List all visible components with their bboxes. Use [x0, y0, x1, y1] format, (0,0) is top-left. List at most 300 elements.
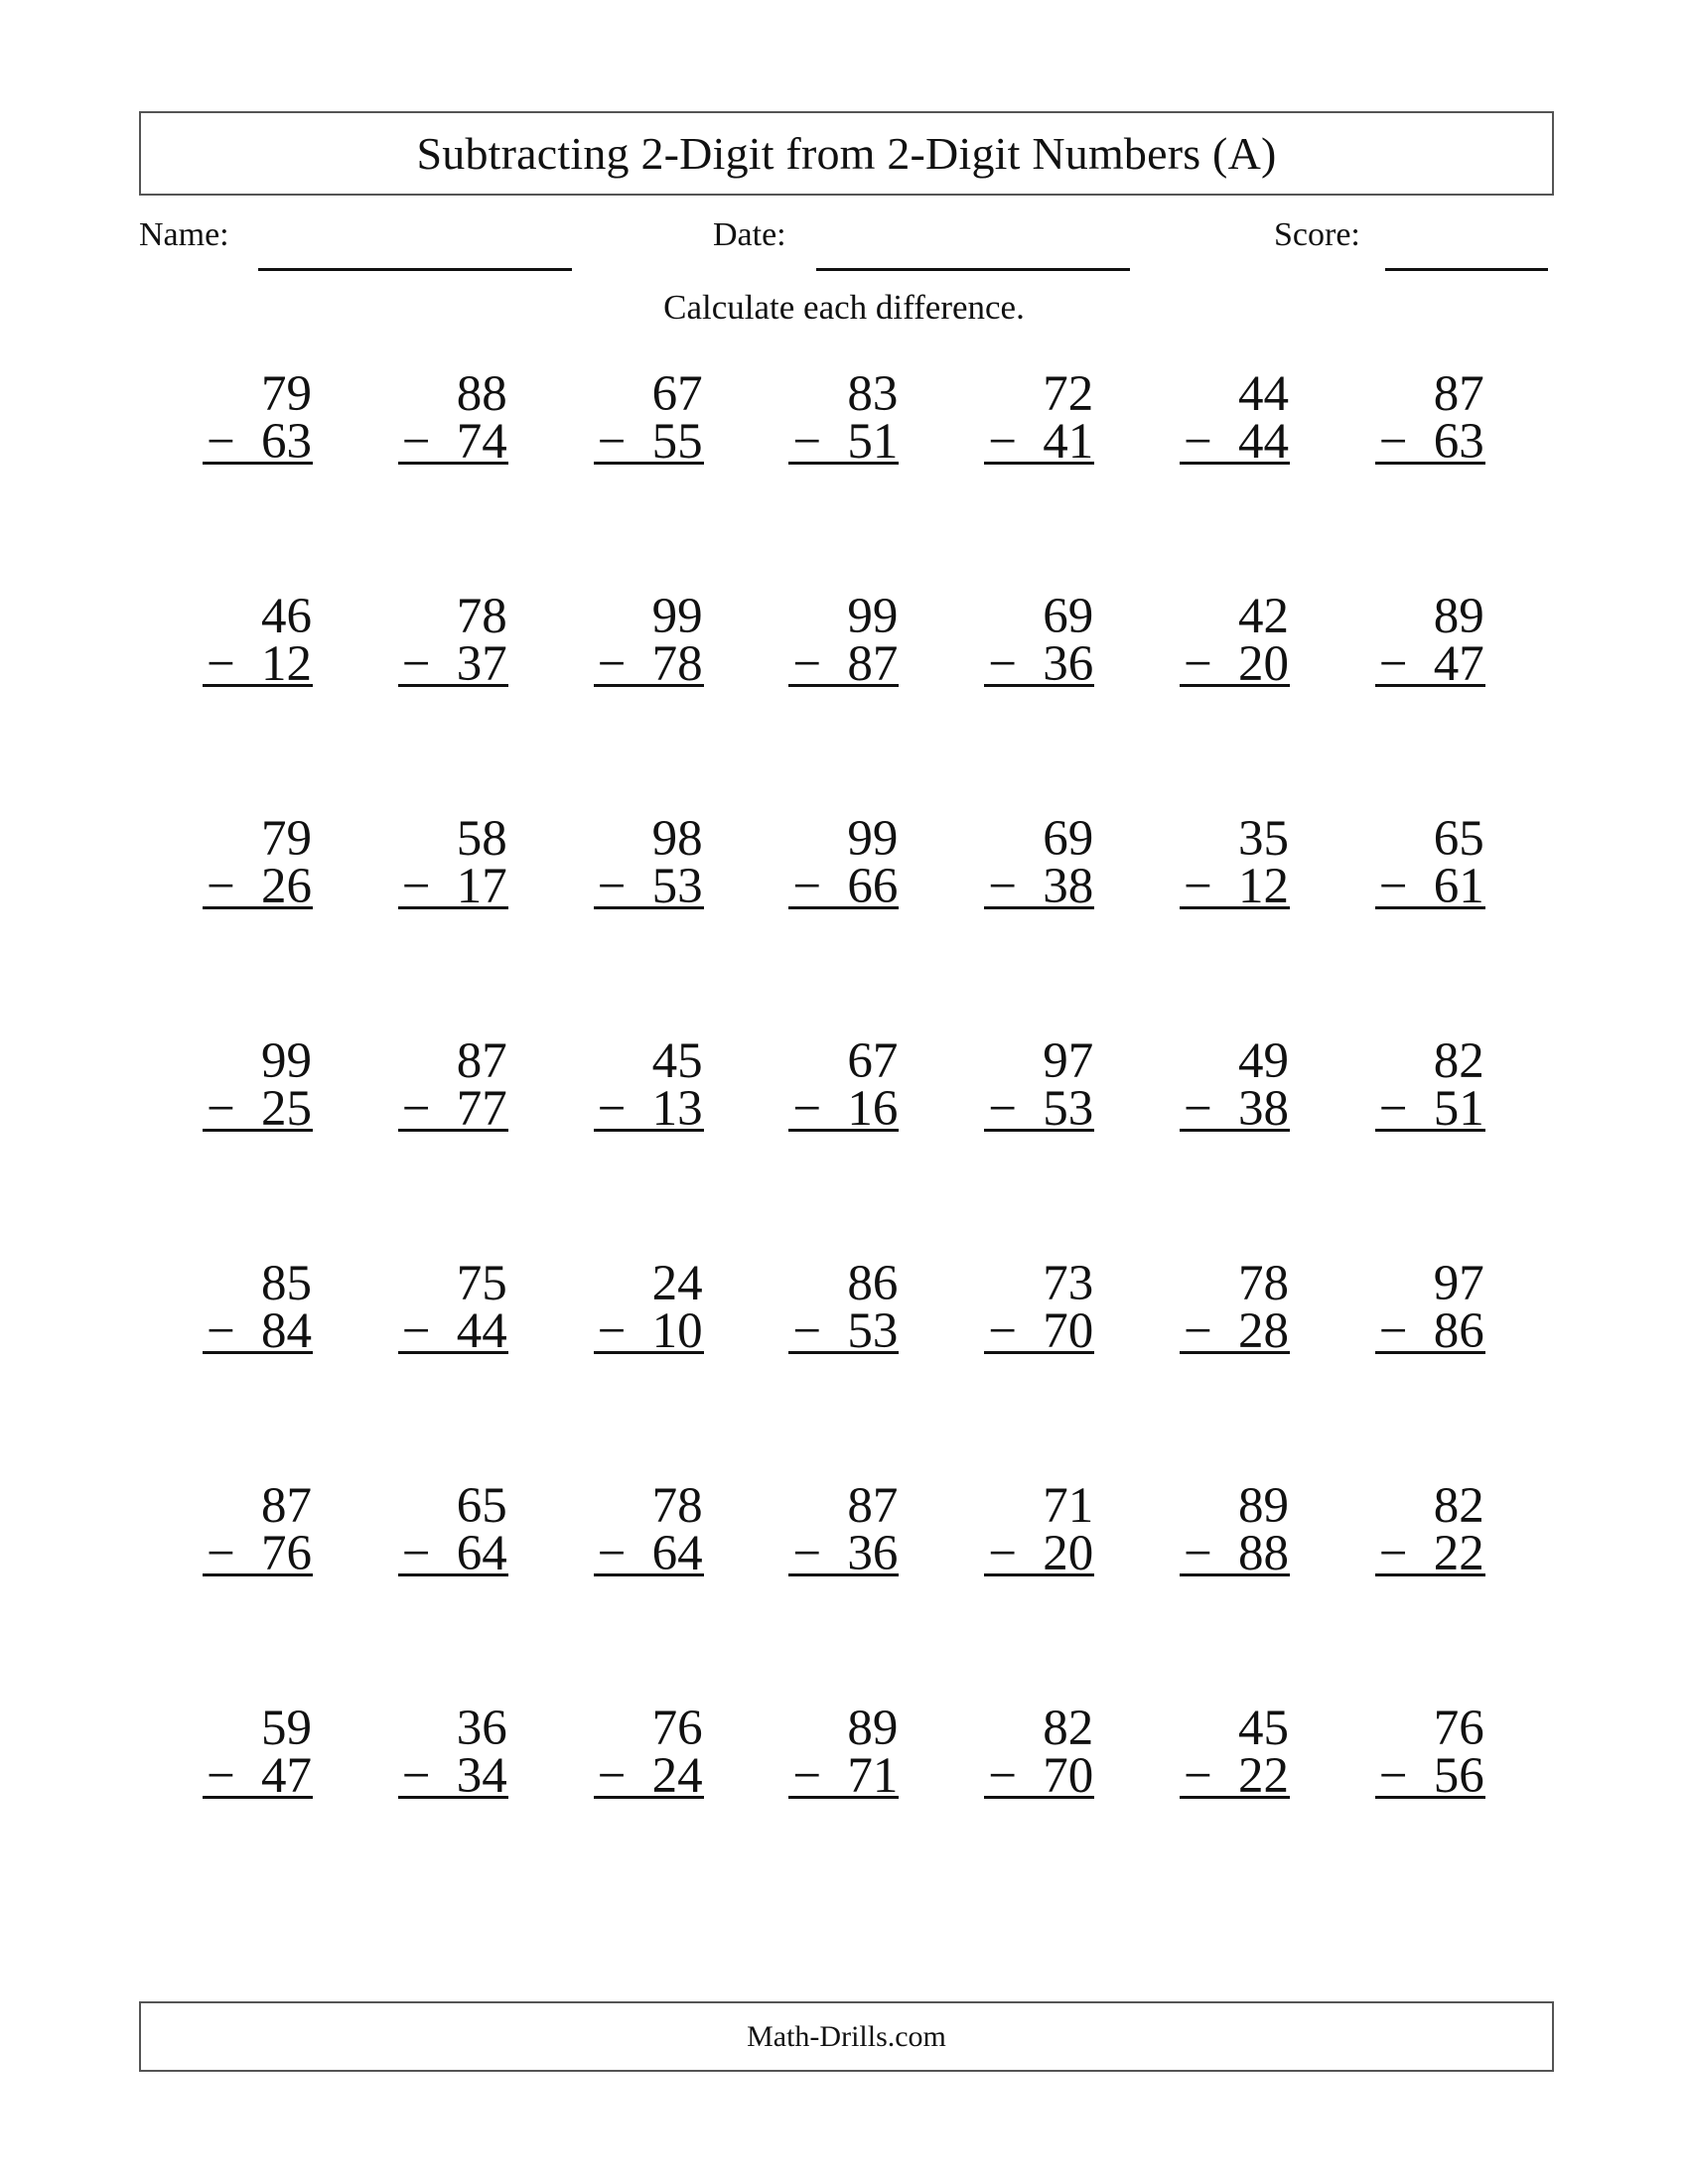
subtrahend: 10 [651, 1303, 703, 1359]
subtrahend: 47 [261, 1748, 312, 1804]
subtrahend-line [1375, 1303, 1484, 1359]
problem-2-4 [788, 589, 900, 701]
subtrahend: 66 [847, 859, 899, 914]
problem-1-4 [788, 366, 900, 478]
subtrahend-line [1375, 1748, 1484, 1804]
subtrahend-line [203, 636, 312, 692]
footer-site-name: Math-Drills.com [747, 2019, 946, 2053]
problem-2-5 [984, 589, 1095, 701]
minuend: 35 [1238, 811, 1289, 867]
answer-line [788, 1573, 899, 1576]
subtrahend-line [1180, 1081, 1289, 1137]
minuend: 42 [1238, 589, 1289, 644]
minus-sign: − [1378, 1303, 1408, 1359]
minuend: 87 [847, 1478, 899, 1534]
minuend: 79 [261, 811, 312, 867]
subtrahend: 36 [847, 1526, 899, 1581]
subtrahend: 13 [651, 1081, 703, 1137]
subtrahend: 87 [847, 636, 899, 692]
subtrahend: 22 [1433, 1526, 1484, 1581]
subtrahend: 36 [1043, 636, 1094, 692]
answer-line [788, 1129, 899, 1132]
answer-line [203, 1796, 313, 1799]
minus-sign: − [792, 1748, 822, 1804]
problem-1-3 [594, 366, 705, 478]
subtrahend-line [1375, 1081, 1484, 1137]
subtrahend: 20 [1043, 1526, 1094, 1581]
minus-sign: − [792, 859, 822, 914]
subtrahend: 22 [1238, 1748, 1289, 1804]
subtrahend: 26 [261, 859, 312, 914]
answer-line [203, 906, 313, 909]
minus-sign: − [597, 1526, 627, 1581]
minus-sign: − [207, 1526, 235, 1581]
minus-sign: − [988, 414, 1017, 470]
answer-line [1375, 906, 1485, 909]
answer-line [1180, 1796, 1290, 1799]
subtrahend: 64 [456, 1526, 507, 1581]
answer-line [788, 1796, 899, 1799]
minus-sign: − [988, 636, 1017, 692]
subtrahend: 88 [1238, 1526, 1289, 1581]
answer-line [1375, 1129, 1485, 1132]
minus-sign: − [401, 414, 431, 470]
answer-line [203, 1129, 313, 1132]
minuend: 82 [1043, 1701, 1094, 1756]
subtrahend-line [398, 1526, 507, 1581]
answer-line [398, 906, 508, 909]
subtrahend-line [788, 1748, 899, 1804]
problem-4-5 [984, 1033, 1095, 1146]
answer-line [1180, 1351, 1290, 1354]
subtrahend: 78 [651, 636, 703, 692]
subtrahend: 86 [1433, 1303, 1484, 1359]
problem-3-3 [594, 811, 705, 923]
problem-7-1 [203, 1701, 314, 1813]
minuend: 82 [1433, 1033, 1484, 1089]
minuend: 65 [1433, 811, 1484, 867]
minuend: 73 [1043, 1256, 1094, 1311]
subtrahend: 47 [1433, 636, 1484, 692]
subtrahend-line [203, 414, 312, 470]
problem-6-4 [788, 1478, 900, 1590]
minuend: 98 [651, 811, 703, 867]
subtrahend-line [788, 1526, 899, 1581]
minuend: 71 [1043, 1478, 1094, 1534]
answer-line [594, 1796, 704, 1799]
answer-line [984, 462, 1094, 465]
subtrahend-line [594, 414, 703, 470]
problem-7-3 [594, 1701, 705, 1813]
subtrahend-line [203, 1303, 312, 1359]
minuend: 99 [651, 589, 703, 644]
minus-sign: − [1184, 859, 1212, 914]
minus-sign: − [1378, 859, 1408, 914]
answer-line [1375, 684, 1485, 687]
problem-7-2 [398, 1701, 509, 1813]
date-field-line[interactable] [816, 268, 1130, 271]
subtrahend-line [1180, 859, 1289, 914]
minuend: 78 [651, 1478, 703, 1534]
minuend: 87 [261, 1478, 312, 1534]
minuend: 58 [456, 811, 507, 867]
subtrahend: 63 [1433, 414, 1484, 470]
minuend: 49 [1238, 1033, 1289, 1089]
minus-sign: − [1378, 414, 1408, 470]
minuend: 59 [261, 1701, 312, 1756]
minus-sign: − [207, 1748, 235, 1804]
minuend: 89 [1238, 1478, 1289, 1534]
minuend: 99 [847, 589, 899, 644]
subtrahend: 25 [261, 1081, 312, 1137]
minus-sign: − [1184, 636, 1212, 692]
problem-4-2 [398, 1033, 509, 1146]
subtrahend: 71 [847, 1748, 899, 1804]
problem-3-2 [398, 811, 509, 923]
minus-sign: − [1184, 1748, 1212, 1804]
problem-7-5 [984, 1701, 1095, 1813]
subtrahend-line [398, 1303, 507, 1359]
subtrahend-line [984, 1081, 1094, 1137]
answer-line [788, 1351, 899, 1354]
minuend: 99 [847, 811, 899, 867]
problem-3-4 [788, 811, 900, 923]
minuend: 45 [1238, 1701, 1289, 1756]
problem-5-7 [1375, 1256, 1486, 1368]
answer-line [984, 1129, 1094, 1132]
problem-4-3 [594, 1033, 705, 1146]
minus-sign: − [401, 1303, 431, 1359]
subtrahend: 28 [1238, 1303, 1289, 1359]
subtrahend: 16 [847, 1081, 899, 1137]
subtrahend-line [984, 636, 1094, 692]
problem-1-7 [1375, 366, 1486, 478]
answer-line [788, 684, 899, 687]
minus-sign: − [792, 636, 822, 692]
subtrahend-line [203, 1526, 312, 1581]
subtrahend-line [1375, 859, 1484, 914]
minus-sign: − [207, 859, 235, 914]
minus-sign: − [1184, 414, 1212, 470]
minuend: 89 [847, 1701, 899, 1756]
minuend: 36 [456, 1701, 507, 1756]
answer-line [594, 684, 704, 687]
answer-line [203, 462, 313, 465]
subtrahend: 12 [261, 636, 312, 692]
minus-sign: − [207, 414, 235, 470]
subtrahend: 37 [456, 636, 507, 692]
minuend: 86 [847, 1256, 899, 1311]
subtrahend: 70 [1043, 1303, 1094, 1359]
problem-6-3 [594, 1478, 705, 1590]
problem-7-7 [1375, 1701, 1486, 1813]
answer-line [984, 1351, 1094, 1354]
instructions: Calculate each difference. [663, 288, 1025, 327]
problem-6-6 [1180, 1478, 1291, 1590]
minus-sign: − [792, 1081, 822, 1137]
name-label: Name: [139, 216, 229, 253]
minus-sign: − [1184, 1526, 1212, 1581]
minus-sign: − [597, 414, 627, 470]
minuend: 67 [847, 1033, 899, 1089]
subtrahend: 84 [261, 1303, 312, 1359]
answer-line [398, 1573, 508, 1576]
subtrahend-line [594, 636, 703, 692]
minuend: 83 [847, 366, 899, 422]
name-field-line[interactable] [258, 268, 572, 271]
subtrahend-line [984, 414, 1094, 470]
minus-sign: − [988, 1303, 1017, 1359]
subtrahend-line [1375, 1526, 1484, 1581]
answer-line [984, 684, 1094, 687]
minus-sign: − [597, 1303, 627, 1359]
answer-line [1375, 462, 1485, 465]
subtrahend-line [398, 1081, 507, 1137]
minus-sign: − [401, 1748, 431, 1804]
subtrahend-line [788, 1081, 899, 1137]
answer-line [788, 462, 899, 465]
subtrahend-line [788, 414, 899, 470]
minus-sign: − [1184, 1303, 1212, 1359]
minuend: 65 [456, 1478, 507, 1534]
subtrahend: 51 [847, 414, 899, 470]
minuend: 87 [456, 1033, 507, 1089]
subtrahend-line [594, 1303, 703, 1359]
minus-sign: − [1184, 1081, 1212, 1137]
subtrahend-line [203, 1748, 312, 1804]
minus-sign: − [597, 1081, 627, 1137]
minuend: 76 [651, 1701, 703, 1756]
answer-line [594, 1351, 704, 1354]
subtrahend: 41 [1043, 414, 1094, 470]
problem-2-2 [398, 589, 509, 701]
answer-line [1375, 1573, 1485, 1576]
problem-2-1 [203, 589, 314, 701]
answer-line [203, 1351, 313, 1354]
answer-line [398, 684, 508, 687]
subtrahend-line [1180, 1748, 1289, 1804]
problem-7-6 [1180, 1701, 1291, 1813]
minuend: 67 [651, 366, 703, 422]
subtrahend: 53 [1043, 1081, 1094, 1137]
minus-sign: − [401, 1081, 431, 1137]
problem-5-1 [203, 1256, 314, 1368]
minus-sign: − [988, 1748, 1017, 1804]
minus-sign: − [1378, 1081, 1408, 1137]
answer-line [594, 462, 704, 465]
minuend: 97 [1043, 1033, 1094, 1089]
subtrahend: 56 [1433, 1748, 1484, 1804]
minuend: 79 [261, 366, 312, 422]
minus-sign: − [597, 1748, 627, 1804]
subtrahend-line [398, 859, 507, 914]
minus-sign: − [1378, 1748, 1408, 1804]
answer-line [1180, 1573, 1290, 1576]
subtrahend: 24 [651, 1748, 703, 1804]
problem-1-1 [203, 366, 314, 478]
subtrahend: 55 [651, 414, 703, 470]
subtrahend-line [788, 1303, 899, 1359]
minuend: 82 [1433, 1478, 1484, 1534]
answer-line [1180, 1129, 1290, 1132]
answer-line [1180, 684, 1290, 687]
minus-sign: − [1378, 1526, 1408, 1581]
problem-3-5 [984, 811, 1095, 923]
problem-1-2 [398, 366, 509, 478]
subtrahend: 64 [651, 1526, 703, 1581]
subtrahend: 34 [456, 1748, 507, 1804]
problem-1-5 [984, 366, 1095, 478]
answer-line [984, 906, 1094, 909]
minuend: 75 [456, 1256, 507, 1311]
subtrahend: 51 [1433, 1081, 1484, 1137]
minuend: 78 [456, 589, 507, 644]
minus-sign: − [401, 859, 431, 914]
minuend: 88 [456, 366, 507, 422]
subtrahend: 70 [1043, 1748, 1094, 1804]
problem-4-1 [203, 1033, 314, 1146]
answer-line [203, 1573, 313, 1576]
subtrahend-line [1180, 1526, 1289, 1581]
subtrahend-line [203, 859, 312, 914]
subtrahend: 76 [261, 1526, 312, 1581]
minus-sign: − [792, 414, 822, 470]
subtrahend: 44 [456, 1303, 507, 1359]
subtrahend-line [594, 859, 703, 914]
subtrahend-line [984, 859, 1094, 914]
answer-line [1375, 1351, 1485, 1354]
minus-sign: − [597, 636, 627, 692]
subtrahend: 77 [456, 1081, 507, 1137]
subtrahend: 38 [1238, 1081, 1289, 1137]
subtrahend: 53 [651, 859, 703, 914]
problem-2-6 [1180, 589, 1291, 701]
problem-2-3 [594, 589, 705, 701]
subtrahend: 20 [1238, 636, 1289, 692]
minus-sign: − [401, 636, 431, 692]
minus-sign: − [1378, 636, 1408, 692]
minuend: 46 [261, 589, 312, 644]
subtrahend: 53 [847, 1303, 899, 1359]
problem-4-4 [788, 1033, 900, 1146]
minus-sign: − [988, 1526, 1017, 1581]
minus-sign: − [988, 1081, 1017, 1137]
problem-5-3 [594, 1256, 705, 1368]
minuend: 97 [1433, 1256, 1484, 1311]
subtrahend-line [984, 1303, 1094, 1359]
answer-line [1180, 462, 1290, 465]
subtrahend-line [594, 1081, 703, 1137]
problem-1-6 [1180, 366, 1291, 478]
score-field-line[interactable] [1385, 268, 1548, 271]
answer-line [984, 1796, 1094, 1799]
answer-line [398, 1129, 508, 1132]
problem-7-4 [788, 1701, 900, 1813]
problem-4-6 [1180, 1033, 1291, 1146]
minus-sign: − [988, 859, 1017, 914]
worksheet-title: Subtracting 2-Digit from 2-Digit Numbers (A) [416, 128, 1277, 179]
subtrahend: 63 [261, 414, 312, 470]
score-label: Score: [1274, 216, 1360, 253]
answer-line [398, 1796, 508, 1799]
answer-line [594, 1129, 704, 1132]
minuend: 69 [1043, 589, 1094, 644]
subtrahend-line [1180, 1303, 1289, 1359]
problem-3-7 [1375, 811, 1486, 923]
minuend: 45 [651, 1033, 703, 1089]
subtrahend-line [984, 1526, 1094, 1581]
problem-3-1 [203, 811, 314, 923]
subtrahend: 17 [456, 859, 507, 914]
minus-sign: − [401, 1526, 431, 1581]
problem-5-5 [984, 1256, 1095, 1368]
minuend: 89 [1433, 589, 1484, 644]
minus-sign: − [597, 859, 627, 914]
subtrahend-line [203, 1081, 312, 1137]
subtrahend: 12 [1238, 859, 1289, 914]
minus-sign: − [207, 1303, 235, 1359]
problem-6-2 [398, 1478, 509, 1590]
subtrahend-line [398, 636, 507, 692]
subtrahend-line [788, 636, 899, 692]
problem-5-4 [788, 1256, 900, 1368]
minuend: 78 [1238, 1256, 1289, 1311]
subtrahend-line [984, 1748, 1094, 1804]
subtrahend: 38 [1043, 859, 1094, 914]
answer-line [398, 462, 508, 465]
subtrahend-line [1375, 414, 1484, 470]
answer-line [984, 1573, 1094, 1576]
problem-5-6 [1180, 1256, 1291, 1368]
answer-line [1180, 906, 1290, 909]
minuend: 44 [1238, 366, 1289, 422]
problem-6-1 [203, 1478, 314, 1590]
minuend: 69 [1043, 811, 1094, 867]
subtrahend-line [398, 414, 507, 470]
problem-5-2 [398, 1256, 509, 1368]
subtrahend: 74 [456, 414, 507, 470]
minuend: 76 [1433, 1701, 1484, 1756]
problem-2-7 [1375, 589, 1486, 701]
minuend: 85 [261, 1256, 312, 1311]
answer-line [203, 684, 313, 687]
minus-sign: − [207, 1081, 235, 1137]
minus-sign: − [207, 636, 235, 692]
answer-line [1375, 1796, 1485, 1799]
subtrahend-line [788, 859, 899, 914]
subtrahend-line [398, 1748, 507, 1804]
worksheet-title-box [139, 111, 1554, 196]
answer-line [594, 1573, 704, 1576]
subtrahend: 44 [1238, 414, 1289, 470]
footer-box [139, 2001, 1554, 2072]
subtrahend-line [1180, 636, 1289, 692]
answer-line [398, 1351, 508, 1354]
problem-6-7 [1375, 1478, 1486, 1590]
minuend: 87 [1433, 366, 1484, 422]
minuend: 24 [651, 1256, 703, 1311]
subtrahend-line [1375, 636, 1484, 692]
subtrahend-line [594, 1748, 703, 1804]
answer-line [788, 906, 899, 909]
subtrahend-line [594, 1526, 703, 1581]
minuend: 72 [1043, 366, 1094, 422]
answer-line [594, 906, 704, 909]
subtrahend: 61 [1433, 859, 1484, 914]
minuend: 99 [261, 1033, 312, 1089]
problem-3-6 [1180, 811, 1291, 923]
date-label: Date: [713, 216, 786, 253]
